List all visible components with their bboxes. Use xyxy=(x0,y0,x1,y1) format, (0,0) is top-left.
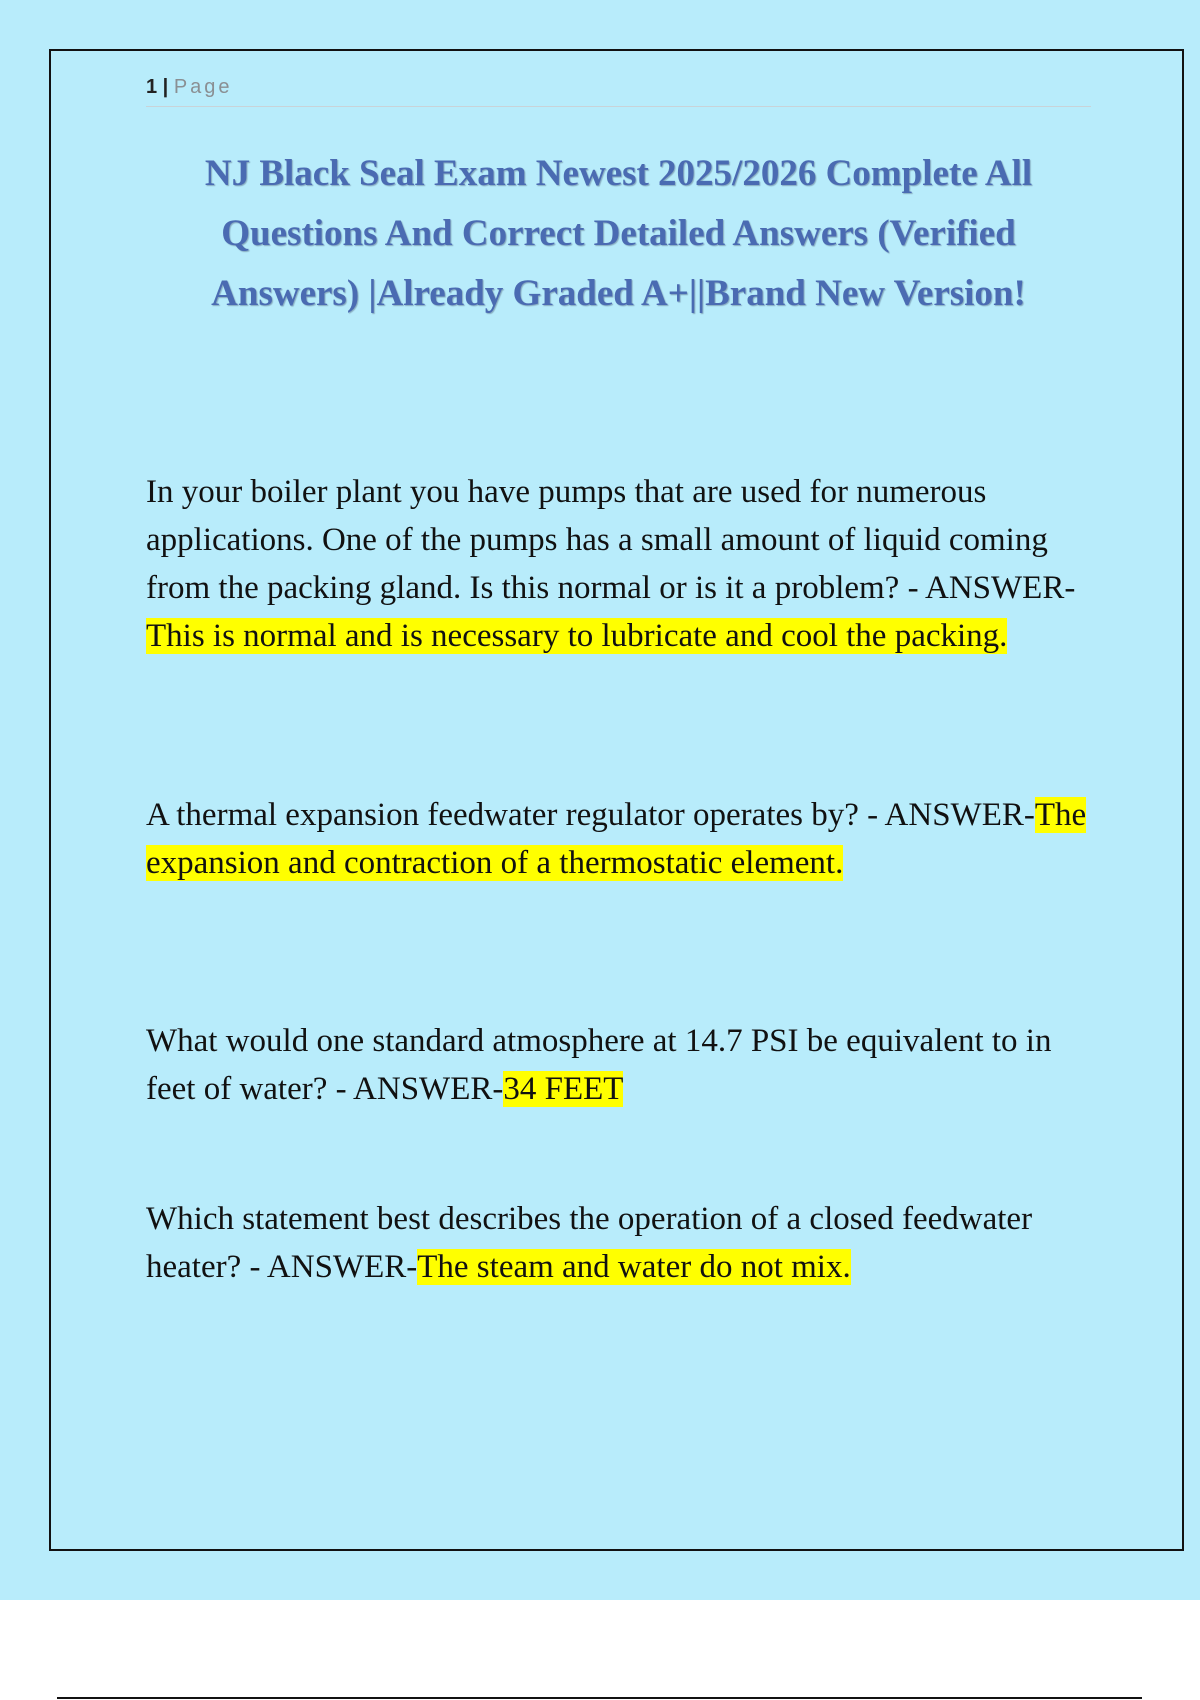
question-text: In your boiler plant you have pumps that are used for numerous applications. One of the pumps has a small amount of liquid coming from the packing gland. Is this normal or is it a problem? - ANSWER- xyxy=(146,474,1076,606)
page-header xyxy=(146,74,1091,107)
question-text: Which statement best describes the operation of a closed feedwater heater? - ANSWER- xyxy=(146,1201,1033,1285)
page-divider xyxy=(57,1697,1142,1699)
document-title: NJ Black Seal Exam Newest 2025/2026 Complete All Questions And Correct Detailed Answers (Verified Answers) |Already Graded A+||Brand New Version! xyxy=(204,153,1033,314)
answer-highlight: The expansion and contraction of a thermostatic element. xyxy=(146,797,1087,881)
qa-item xyxy=(146,1017,1091,1113)
page-label: Page xyxy=(173,76,233,98)
qa-item xyxy=(146,468,1091,660)
page-number: 1 xyxy=(146,76,158,98)
question-text: A thermal expansion feedwater regulator operates by? - ANSWER- xyxy=(146,797,1035,833)
answer-highlight: The steam and water do not mix. xyxy=(417,1249,851,1285)
page-separator: | xyxy=(157,76,174,98)
answer-highlight: This is normal and is necessary to lubricate and cool the packing. xyxy=(146,618,1008,654)
question-text: What would one standard atmosphere at 14.7 PSI be equivalent to in feet of water? - ANSWER- xyxy=(146,1023,1052,1107)
answer-highlight: 34 FEET xyxy=(503,1071,624,1107)
qa-item xyxy=(146,791,1091,887)
qa-item xyxy=(146,1195,1091,1291)
